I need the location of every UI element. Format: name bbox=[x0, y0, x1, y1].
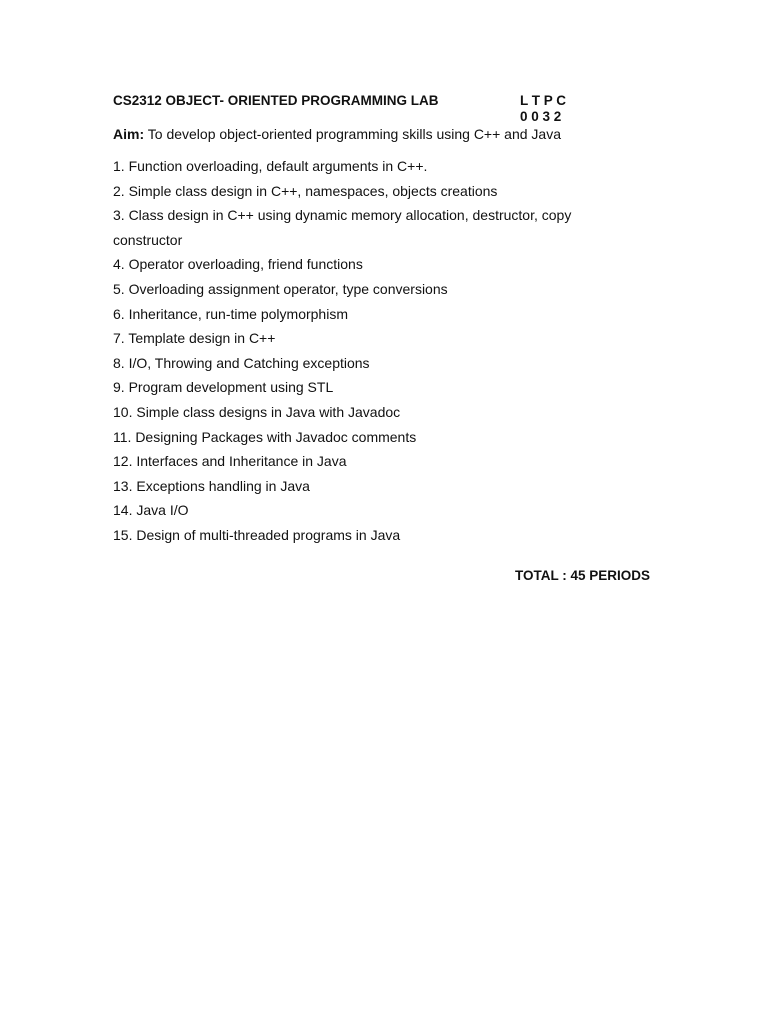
list-item: 9. Program development using STL bbox=[113, 379, 334, 396]
aim-text: To develop object-oriented programming skills using C++ and Java bbox=[144, 126, 561, 142]
list-item: 6. Inheritance, run-time polymorphism bbox=[113, 305, 348, 322]
list-item: 10. Simple class designs in Java with Javadoc bbox=[113, 403, 401, 420]
list-item: 2. Simple class design in C++, namespaces, objects creations bbox=[113, 182, 498, 199]
list-item: 11. Designing Packages with Javadoc comments bbox=[113, 428, 417, 445]
list-item: 14. Java I/O bbox=[113, 502, 189, 519]
list-item: 5. Overloading assignment operator, type conversions bbox=[113, 280, 448, 297]
ltpc-header: L T P C bbox=[520, 93, 567, 108]
aim-line bbox=[113, 126, 561, 142]
course-title: CS2312 OBJECT- ORIENTED PROGRAMMING LAB bbox=[113, 93, 439, 108]
list-item: 13. Exceptions handling in Java bbox=[113, 477, 310, 494]
list-item: 1. Function overloading, default arguments in C++. bbox=[113, 158, 428, 174]
list-item-continuation: constructor bbox=[113, 231, 183, 248]
total-periods: TOTAL : 45 PERIODS bbox=[515, 568, 651, 583]
list-item: 4. Operator overloading, friend functions bbox=[113, 256, 363, 273]
aim-label: Aim: bbox=[113, 126, 145, 142]
list-item: 15. Design of multi-threaded programs in Java bbox=[113, 526, 401, 543]
list-item: 12. Interfaces and Inheritance in Java bbox=[113, 453, 347, 470]
list-item: 3. Class design in C++ using dynamic memory allocation, destructor, copy bbox=[113, 207, 572, 224]
list-item: 7. Template design in C++ bbox=[113, 330, 276, 347]
list-item: 8. I/O, Throwing and Catching exceptions bbox=[113, 354, 370, 371]
experiment-list bbox=[113, 157, 571, 551]
ltpc-values: 0 0 3 2 bbox=[520, 109, 562, 124]
